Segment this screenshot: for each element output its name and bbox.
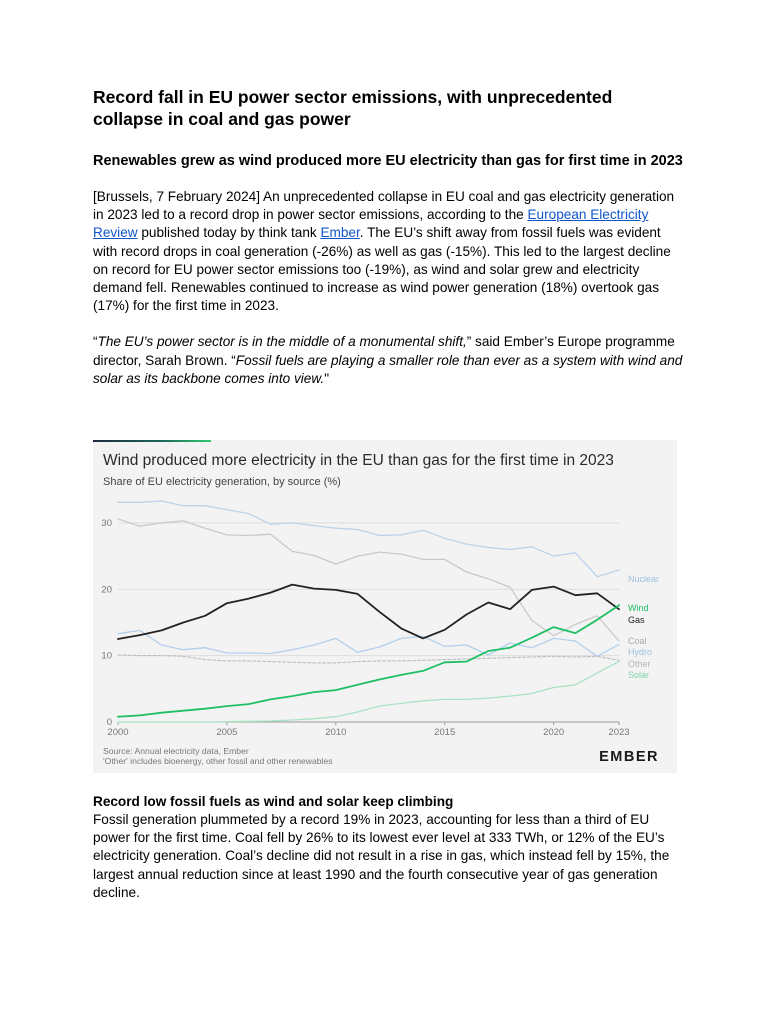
intro-text-end: . The EU’s shift away from fossil fuels was evident with record drops in coal generation (-26%) as well as gas (-15%). This led to the largest decline on record for EU power sector emissions too (-19%), as wind and solar grew and electricity demand fell. Renewables continued to increase as wind power generation (18%) overtook gas (17%) for the first time in 2023. <box>93 225 671 314</box>
quote-close-mark: " <box>324 370 330 386</box>
ember-logo: EMBER <box>599 749 659 765</box>
quote-attribution: ” said Ember’s Europe programme director, Sarah Brown. “ <box>93 334 675 368</box>
article <box>93 86 683 388</box>
quote-paragraph <box>93 333 683 388</box>
ember-link[interactable]: Ember <box>320 225 360 241</box>
section-body: Fossil generation plummeted by a record 19% in 2023, accounting for less than a third of EU power for the first time. Coal fell by 26% to its lowest ever level at 333 TWh, or 12% of the EU’s electricity generation. Coal’s decline did not result in a rise in gas, which instead fell by 15%, the largest annual reduction since at least 1990 and the fourth consecutive year of gas generation decline. <box>93 812 670 900</box>
x-tick-label: 2020 <box>543 727 565 738</box>
chart-subtitle: Share of EU electricity generation, by source (%) <box>103 476 341 488</box>
chart-title: Wind produced more electricity in the EU than gas for the first time in 2023 <box>103 452 614 469</box>
x-tick-label: 2000 <box>107 727 129 738</box>
chart-image <box>93 440 677 773</box>
series-line-nuclear <box>118 501 619 577</box>
series-line-coal <box>118 519 619 641</box>
series-label-nuclear: Nuclear <box>628 574 660 584</box>
series-line-hydro <box>118 630 619 656</box>
european-electricity-review-link[interactable]: European Electricity Review <box>93 207 649 241</box>
intro-text-mid: published today by think tank <box>137 225 321 241</box>
line-chart <box>93 440 677 773</box>
intro-text-start: [Brussels, 7 February 2024] An unprecedented collapse in EU coal and gas electricity generation in 2023 led to a record drop in power sector emissions, according to the <box>93 189 675 223</box>
chart-source-line: Source: Annual electricity data, Ember <box>103 746 249 756</box>
series-label-solar: Solar <box>628 670 650 680</box>
series-label-coal: Coal <box>628 636 647 646</box>
series-line-gas <box>118 585 619 639</box>
x-tick-label: 2005 <box>216 727 238 738</box>
y-tick-label: 30 <box>101 517 112 529</box>
page-subtitle: Renewables grew as wind produced more EU electricity than gas for first time in 2023 <box>93 153 683 169</box>
page-title: Record fall in EU power sector emissions, with unprecedented collapse in coal and gas power <box>93 87 613 129</box>
quote-part-2: Fossil fuels are playing a smaller role than ever as a system with wind and solar as its backbone comes into view. <box>93 352 683 386</box>
y-tick-label: 20 <box>101 584 112 596</box>
x-tick-label: 2023 <box>608 727 630 738</box>
quote-part-1: The EU’s power sector is in the middle of a monumental shift, <box>97 334 467 350</box>
chart-note-line: 'Other' includes bioenergy, other fossil and other renewables <box>103 756 333 766</box>
section <box>93 793 683 902</box>
y-tick-label: 10 <box>101 650 112 662</box>
section-heading: Record low fossil fuels as wind and solar keep climbing <box>93 794 454 809</box>
series-label-hydro: Hydro <box>628 647 653 657</box>
series-line-solar <box>118 662 619 722</box>
y-tick-label: 0 <box>106 717 112 728</box>
x-tick-label: 2010 <box>325 727 347 738</box>
series-line-other <box>118 655 619 663</box>
x-tick-label: 2015 <box>434 727 456 738</box>
series-label-wind: Wind <box>628 603 649 613</box>
chart-source <box>103 746 333 766</box>
intro-paragraph <box>93 188 683 315</box>
quote-open-mark: “ <box>93 334 98 350</box>
series-label-other: Other <box>628 659 651 669</box>
series-label-gas: Gas <box>628 615 645 625</box>
